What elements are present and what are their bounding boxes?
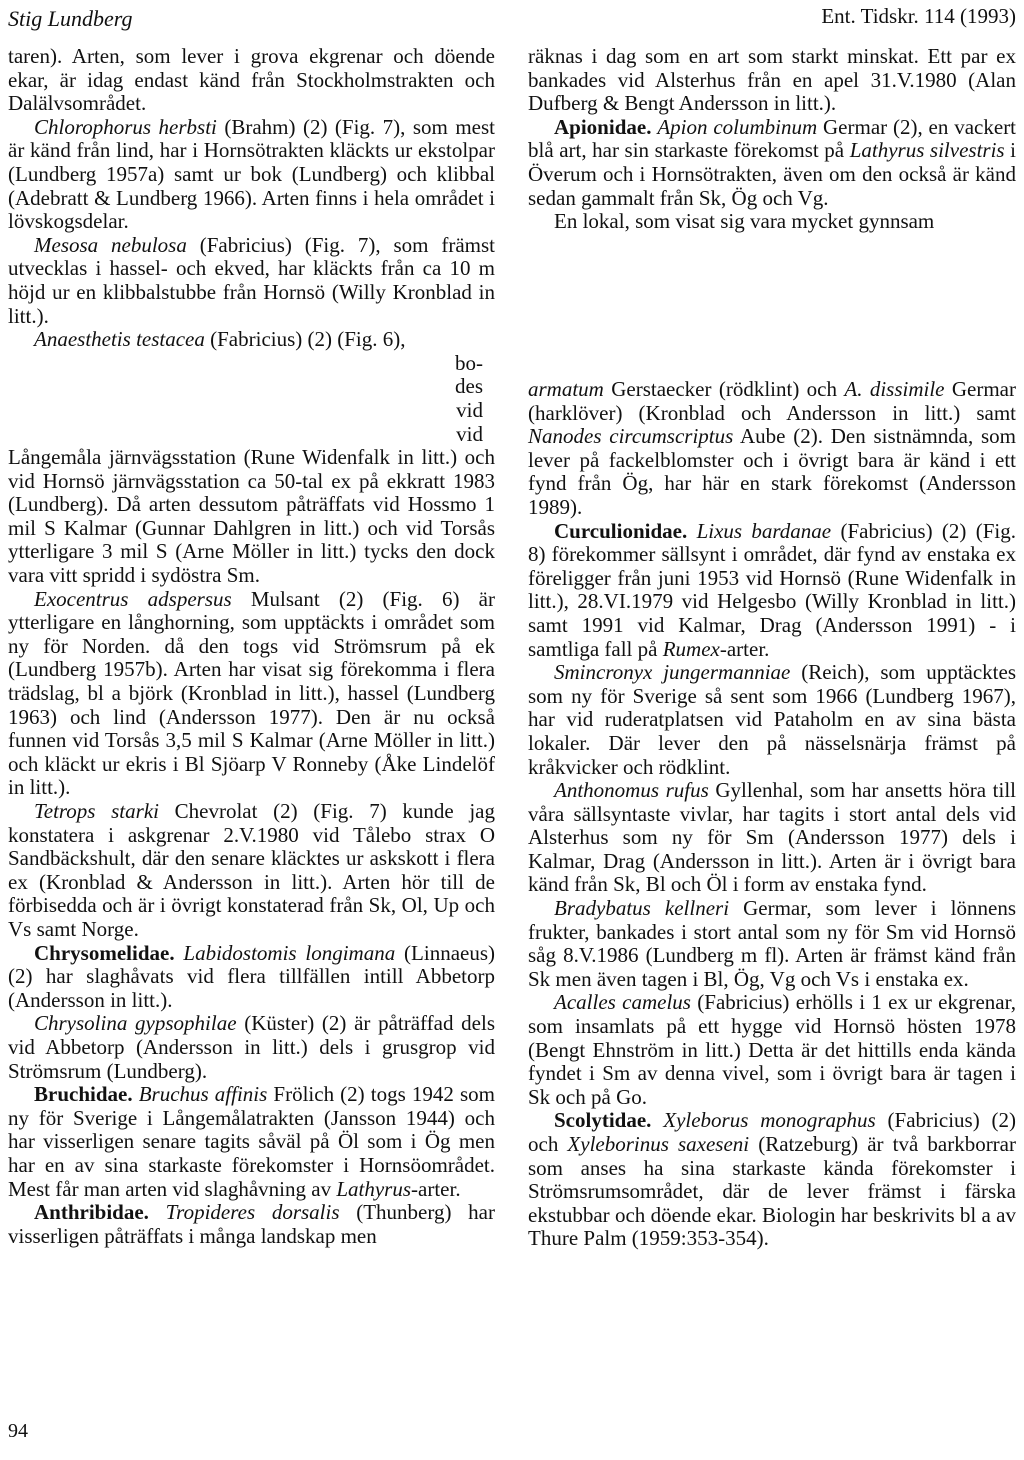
species-name: Tropideres dorsalis (165, 1200, 340, 1225)
species-name: Apion columbinum (657, 114, 818, 139)
paragraph-text: (Fabricius) erhölls i 1 ex ur ekgrenar, som insamlats på ett hygge vid Hornsö hösten 1978 (Bengt Ehnström in litt.) Detta är det hittills enda kända fyndet i Sm av denna vivel, som i övrigt bara är tagen i Sk och på Go. (528, 990, 1016, 1109)
species-name: Anthonomus rufus (554, 778, 709, 803)
species-name: Anaesthetis testacea (34, 327, 205, 352)
species-name: Chlorophorus herbsti (34, 114, 217, 139)
running-head-journal: Ent. Tidskr. 114 (1993) (821, 4, 1016, 28)
paragraph-text: Gerstaecker (rödklint) och (603, 377, 845, 401)
paragraph: räknas i dag som en art som starkt minskat. Ett par ex bankades vid Alsterhus från en apel 31.V.1980 (Alan Dufberg & Bengt Andersson in litt.). (528, 44, 1016, 116)
paragraph-text: Germar, som lever i lönnens frukter, bankades i stort antal som ny för Sm vid Hornsö såg 8.V.1986 (Lundberg m fl). Arten är främst känd från Sk men även tagen i Bl, Ög, Vg och Vs i enstaka ex. (528, 896, 1016, 991)
text-fragment: vid (456, 397, 483, 422)
paragraph (528, 897, 1016, 991)
paragraph-text: (Brahm) (2) (Fig. 7), som mest är känd från lind, har i Hornsötrakten kläckts ur ekstolpar (Lundberg 1957a) samt ur bok (Lundberg) och klibbal (Adebratt & Lundberg 1966). Arten finns i hela området i lövskogsdelar. (8, 114, 495, 234)
paragraph: Långemåla järnvägsstation (Rune Widenfalk in litt.) och vid Hornsö järnvägsstation ca 50-tal ex på ekkratt 1983 (Lundberg). Då arten dessutom påträffats vid Hossmo 1 mil S Kalmar (Gunnar Dahlgren in litt.) och vid Torsås ytterligare 3 mil S (Arne Möller in litt.) tycks den dock vara vitt spridd i sydöstra Sm. (8, 445, 495, 588)
paragraph-text: Mulsant (2) (Fig. 6) är ytterligare en långhorning, som upptäckts i området som ny för Norden. då den togs vid Strömsrum på ek (Lundberg 1957b). Arten har visat sig förekomma i flera trädslag, bl a björk (Kronblad in litt.), hassel (Lundberg 1963) och lind (Andersson 1977). Den är nu också funnen vid Torsås 3,5 mil S Kalmar (Arne Möller in litt.) och kläckt ur ekris i Bl Sjöarp V Ronneby (Åke Lindelöf in litt.). (8, 586, 495, 800)
paragraph-text: -arter. (411, 1176, 461, 1201)
paragraph (528, 779, 1016, 897)
paragraph-text: (Ratzeburg) är två barkborrar som anses ha sina starkaste kända förekomster i Strömsrumsområdet, där de lever främst i färska ekstubbar och döende ekar. Biologin har beskrivits bl a av Thure Palm (1959:353-354). (528, 1132, 1016, 1251)
paragraph-text: (Reich), som upptäcktes som ny för Sverige så sent som 1966 (Lundberg 1967), har vid ruderatplatsen vid Pataholm en av sina bästa lokaler. Där lever den på nässelsnärja främst på kråkvicker och rödklint. (528, 660, 1016, 779)
page-number: 94 (8, 1420, 28, 1442)
right-column-bottom (528, 378, 1016, 1251)
species-name: Labidostomis longimana (183, 940, 396, 965)
paragraph-text: Aube (2). Den sistnämnda, som lever på fackelblomster och i övrigt bara är känd i ett fynd från Ög, har här en stark förekomst (Andersson 1989). (528, 424, 1017, 519)
family-heading: Scolytidae. (554, 1108, 652, 1133)
species-name: Nanodes circumscriptus (528, 424, 734, 449)
paragraph (8, 588, 495, 800)
paragraph-text: Gyllenhal, som har ansetts höra till våra sällsyntaste vivlar, har tagits i stort antal dels vid Alsterhus som ny för Sm (Andersson 1977) dels i Kalmar, Drag (Andersson in litt.). Arten är i övrigt bara känd från Sk, Bl och Öl i form av enstaka fynd. (528, 778, 1016, 897)
paragraph-text: i Överum och i Hornsötrakten, även om den också är känd sedan gammalt från Sk, Ög och Vg. (528, 138, 1016, 210)
family-heading: Chrysomelidae. (34, 940, 175, 965)
paragraph-text: Frölich (2) togs 1942 som ny för Sverige i Långemålatrakten (Jansson 1944) och har visserligen senare tagits såväl på Öl som i Ög men har en av sina starkaste förekomster i Hornsöområdet. Mest får man arten vid slaghåvning av (8, 1082, 495, 1201)
paragraph (528, 661, 1016, 779)
family-heading: Curculionidae. (554, 518, 688, 543)
paragraph (8, 1201, 495, 1248)
paragraph-text: -arter. (719, 636, 770, 661)
species-name: Mesosa nebulosa (34, 232, 187, 257)
right-column-top (528, 45, 1016, 234)
paragraph-text: (Fabricius) (2) och (528, 1108, 1016, 1156)
paragraph-text: (Thunberg) har visserligen påträffats i många landskap men (8, 1200, 495, 1248)
species-name: Xyleborinus saxeseni (567, 1132, 750, 1156)
running-head-author: Stig Lundberg (8, 6, 133, 31)
paragraph-text: Chevrolat (2) (Fig. 7) kunde jag konstatera i askgrenar 2.V.1980 vid Tålebo strax O Sandbäckshult, där den senare kläcktes ur askskott i flera ex (Kronblad & Andersson in litt.). Arten hör till de förbisedda och är i övrigt konstaterad från Sk, Ol, Up och Vs samt Norge. (8, 799, 495, 941)
species-name: Lathyrus (336, 1176, 412, 1201)
paragraph: En lokal, som visat sig vara mycket gynnsam (554, 209, 935, 234)
paragraph-text: (Küster) (2) är påträffad dels vid Abbetorp (Andersson in litt.) dels i grusgrop vid Strömsrum (Lundberg). (8, 1011, 496, 1083)
paragraph-text: (Fabricius) (2) (Fig. 8) förekommer sällsynt i området, där fynd av enstaka ex föreligger från juni 1953 vid Hornsö (Rune Widenfalk in litt.), 28.VI.1979 vid Helgesbo (Willy Kronblad in litt.) samt 1991 vid Kalmar, Drag (Andersson 1991) - i samtliga fall på (528, 518, 1017, 661)
paragraph-text: (Linnaeus) (2) har slaghåvats vid flera tillfällen intill Abbetorp (Andersson in litt.). (8, 940, 496, 1012)
species-name: Xyleborus monographus (663, 1108, 876, 1133)
species-name: Chrysolina gypsophilae (34, 1011, 237, 1036)
species-name: Exocentrus adspersus (34, 586, 232, 611)
paragraph (528, 116, 1016, 210)
family-heading: Bruchidae. (34, 1082, 133, 1107)
species-name: Lathyrus silvestris (849, 138, 1005, 163)
paragraph (528, 378, 1016, 520)
species-name: Acalles camelus (554, 990, 691, 1015)
paragraph (8, 116, 495, 234)
paragraph-text: Germar (harklöver) (Kronblad och Andersson in litt.) samt (528, 377, 1016, 425)
paragraph: taren). Arten, som lever i grova ekgrenar och döende ekar, är idag endast känd från Stockholmstrakten och Dalälvsområdet. (8, 44, 495, 116)
paragraph (8, 800, 495, 942)
species-name: A. dissimile (844, 377, 945, 401)
species-name: Rumex (662, 636, 720, 661)
species-name: Smincronyx jungermanniae (554, 660, 791, 685)
species-name: Lixus bardanae (696, 518, 832, 543)
paragraph (528, 991, 1016, 1109)
paragraph (8, 234, 495, 328)
paragraph (8, 1012, 495, 1083)
paragraph (8, 942, 495, 1013)
paragraph (528, 1109, 1016, 1251)
family-heading: Anthribidae. (34, 1200, 149, 1225)
text-fragment: bo- (455, 350, 483, 375)
text-fragment: vid (456, 421, 483, 446)
paragraph (528, 520, 1016, 662)
species-name: Bruchus affinis (138, 1082, 268, 1107)
paragraph (8, 328, 495, 352)
left-column (8, 45, 495, 1248)
text-fragment: des (455, 374, 483, 399)
paragraph-text: Germar (2), en vackert blå art, har sin starkaste förekomst på (528, 114, 1017, 163)
paragraph (8, 1083, 495, 1201)
species-name: armatum (528, 377, 604, 401)
species-name: Bradybatus kellneri (554, 896, 730, 921)
family-heading: Apionidae. (554, 114, 652, 139)
paragraph-text: (Fabricius) (Fig. 7), som främst utvecklas i hassel- och ekved, har kläckts från ca 10 m höjd ur en klibbalstubbe från Hornsö (Willy Kronblad in litt.). (8, 232, 495, 328)
species-name: Tetrops starki (34, 799, 159, 823)
paragraph-text: (Fabricius) (2) (Fig. 6), (204, 327, 406, 352)
wrapped-text-fragments (8, 352, 495, 446)
